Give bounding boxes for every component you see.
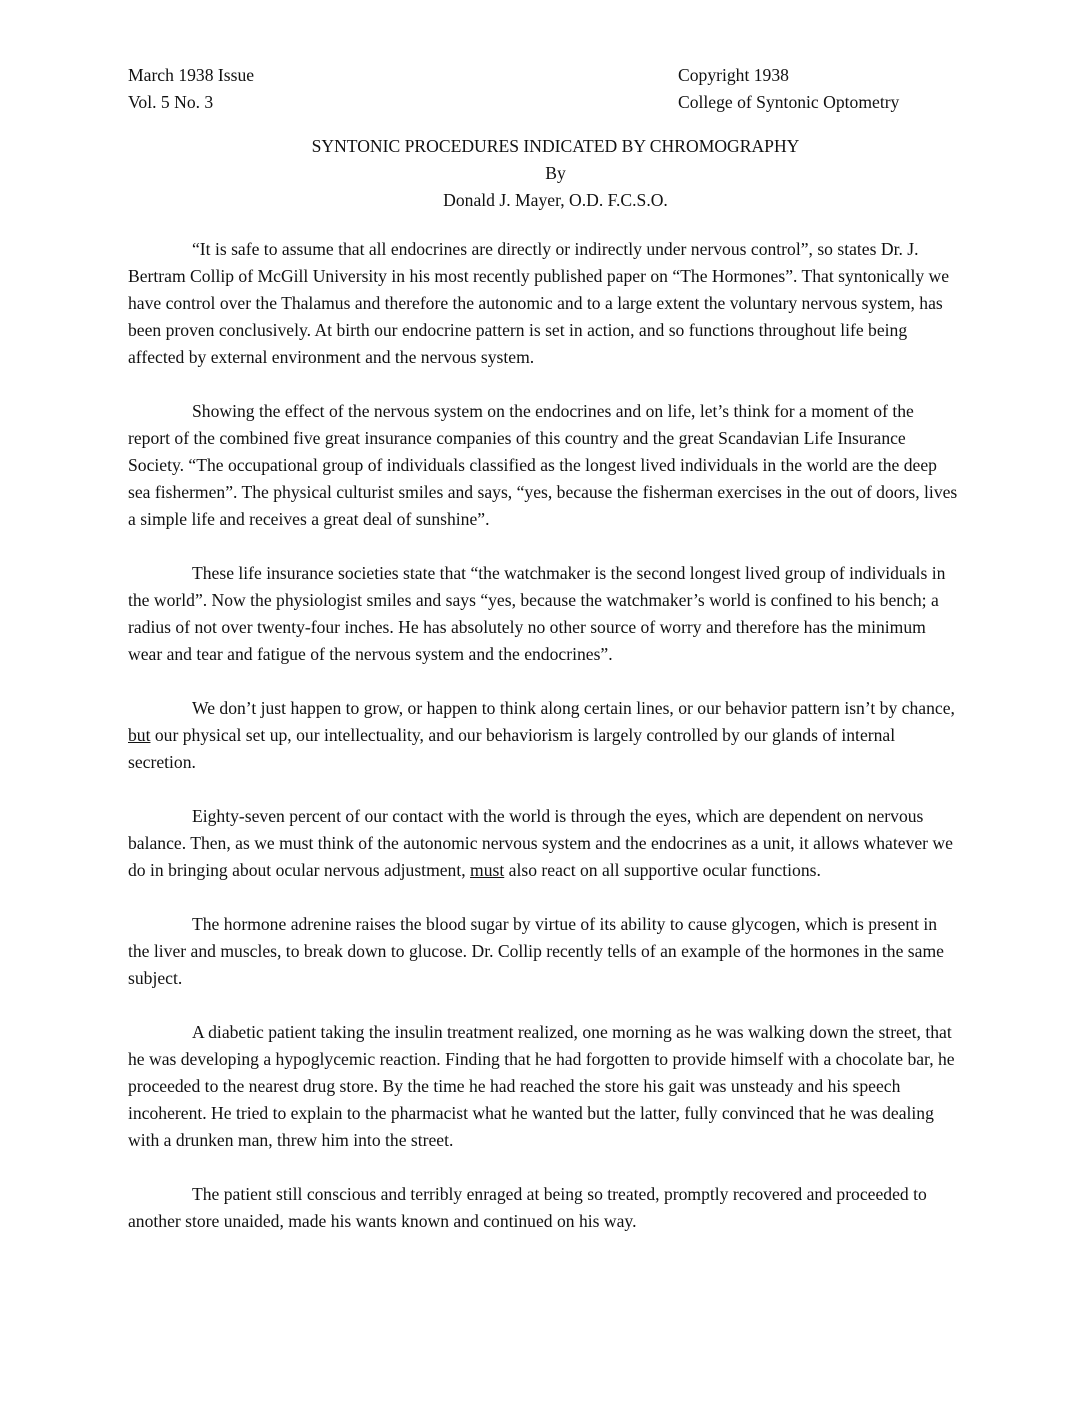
paragraph-5-text-b: also react on all supportive ocular functions. [504, 860, 821, 880]
article-title: SYNTONIC PROCEDURES INDICATED BY CHROMOGRAPHY [311, 136, 800, 156]
copyright-year: Copyright 1938 [678, 65, 789, 85]
paragraph-5-underlined-word: must [470, 860, 505, 880]
publisher: College of Syntonic Optometry [678, 92, 900, 112]
paragraph-1: “It is safe to assume that all endocrines are directly or indirectly under nervous control”, so states Dr. J. Bertram Collip of McGill University in his most recently published paper on “The Hormones”. That syntonically we have control over the Thalamus and therefore the autonomic and to a large extent the voluntary nervous system, has been proven conclusively. At birth our endocrine pattern is set in action, and so functions throughout life being affected by external environment and the nervous system. [128, 239, 950, 367]
paragraph-4-text-b: our physical set up, our intellectuality, and our behaviorism is largely controlled by our glands of internal secretion. [128, 725, 896, 772]
document-page [128, 62, 958, 1235]
paragraph-6: The hormone adrenine raises the blood sugar by virtue of its ability to cause glycogen, which is present in the liver and muscles, to break down to glucose. Dr. Collip recently tells of an example of the hormones in the same subject. [128, 914, 944, 988]
header [128, 62, 958, 116]
paragraph-3: These life insurance societies state that “the watchmaker is the second longest lived group of individuals in the world”. Now the physiologist smiles and says “yes, because the watchmaker’s world is confined to his bench; a radius of not over twenty-four inches. He has absolutely no other source of worry and therefore has the minimum wear and tear and fatigue of the nervous system and the endocrines”. [128, 563, 946, 664]
paragraph-4 [128, 695, 958, 776]
paragraph-2: Showing the effect of the nervous system on the endocrines and on life, let’s think for a moment of the report of the combined five great insurance companies of this country and the great Scandavian Life Insurance Society. “The occupational group of individuals classified as the longest lived individuals in the world are the deep sea fishermen”. The physical culturist smiles and says, “yes, because the fisherman exercises in the out of doors, lives a simple life and receives a great deal of sunshine”. [128, 401, 958, 529]
paragraph-5-text-a: Eighty-seven percent of our contact with the world is through the eyes, which are dependent on nervous balance. Then, as we must think of the autonomic nervous system and the endocrines as a unit, it allows whatever we do in bringing about ocular nervous adjustment, [128, 806, 953, 880]
author-name: Donald J. Mayer, O.D. F.C.S.O. [443, 190, 668, 210]
issue-info [128, 62, 254, 116]
title-block [128, 133, 958, 214]
issue-date: March 1938 Issue [128, 65, 255, 85]
volume-number: Vol. 5 No. 3 [128, 92, 214, 112]
paragraph-4-underlined-word: but [128, 725, 151, 745]
paragraph-8: The patient still conscious and terribly enraged at being so treated, promptly recovered and proceeded to another store unaided, made his wants known and continued on his way. [128, 1184, 927, 1231]
paragraph-7: A diabetic patient taking the insulin treatment realized, one morning as he was walking down the street, that he was developing a hypoglycemic reaction. Finding that he had forgotten to provide himself with a chocolate bar, he proceeded to the nearest drug store. By the time he had reached the store his gait was unsteady and his speech incoherent. He tried to explain to the pharmacist what he wanted but the latter, fully convinced that he was dealing with a drunken man, threw him into the street. [128, 1022, 955, 1150]
copyright-info [678, 62, 958, 116]
paragraph-5 [128, 803, 958, 884]
paragraph-4-text-a: We don’t just happen to grow, or happen to think along certain lines, or our behavior pattern isn’t by chance, [192, 698, 955, 718]
byline-by: By [545, 163, 566, 183]
